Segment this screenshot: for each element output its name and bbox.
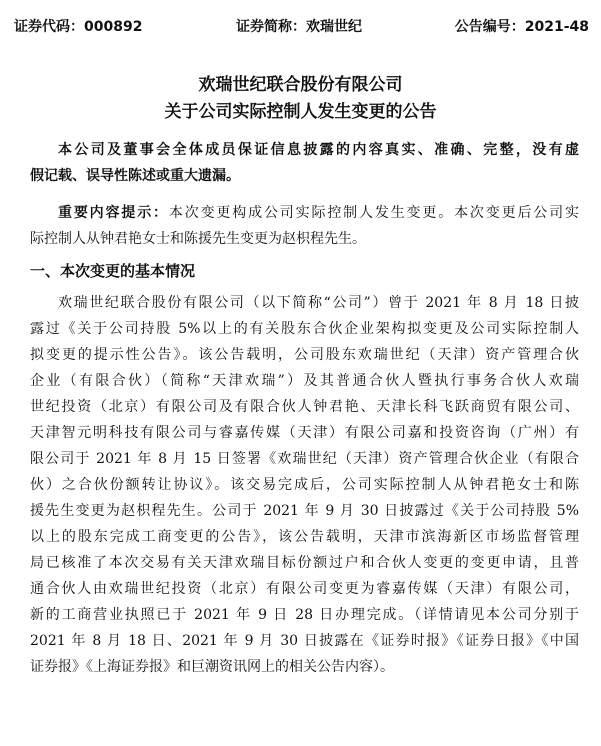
body-line: 伙）之合伙份额转让协议》。该交易完成后，公司实际控制人从钟君艳女士和陈: [30, 477, 579, 493]
body-line: 证券报》《上海证券报》和巨潮资讯网上的相关公告内容）。: [30, 659, 394, 675]
body-line: 通合伙人由欢瑞世纪投资（北京）有限公司变更为睿嘉传媒（天津）有限公司，: [30, 581, 579, 597]
body-line: 拟变更的提示性公告》。该公告载明，公司股东欢瑞世纪（天津）资产管理合伙: [30, 347, 579, 363]
body-line: 以上的股东完成工商变更的公告》，该公告载明，天津市滨海新区市场监督管理: [30, 529, 579, 545]
body-line: 露过《关于公司持股 5%以上的有关股东合伙企业架构拟变更及公司实际控制人: [30, 321, 579, 337]
announcement-title: 关于公司实际控制人发生变更的公告: [164, 102, 437, 122]
company-name-title: 欢瑞世纪联合股份有限公司: [198, 75, 403, 95]
stock-abbreviation: 证券简称：欢瑞世纪: [236, 19, 362, 35]
statement-line: 假记载、误导性陈述或重大遗漏。: [30, 168, 240, 184]
stock-code: 证券代码：000892: [14, 19, 143, 35]
body-line: 援先生变更为赵枳程先生。公司于 2021 年 9 月 30 日披露过《关于公司持股 5%: [30, 503, 579, 519]
statement-line: 本公司及董事会全体成员保证信息披露的内容真实、准确、完整，没有虚: [58, 142, 579, 158]
body-line: 世纪投资（北京）有限公司及有限合伙人钟君艳、天津长科飞跃商贸有限公司、: [30, 399, 579, 415]
body-line: 天津智元明科技有限公司与睿嘉传媒（天津）有限公司嘉和投资咨询（广州）有: [30, 425, 579, 441]
section-heading: 一、本次变更的基本情况: [30, 262, 196, 280]
body-line: 企业（有限合伙）（简称“天津欢瑞”）及其普通合伙人暨执行事务合伙人欢瑞: [30, 373, 579, 389]
body-line: 欢瑞世纪联合股份有限公司（以下简称“公司”）曾于 2021 年 8 月 18 日披: [58, 295, 579, 311]
key-notice-line: [58, 200, 579, 226]
key-notice-line: 际控制人从钟君艳女士和陈援先生变更为赵枳程先生。: [30, 231, 366, 247]
body-line: 局已核准了本次交易有关天津欢瑞目标份额过户和合伙人变更的变更申请，且普: [30, 555, 579, 571]
key-notice-text: 本次变更构成公司实际控制人发生变更。本次变更后公司实: [168, 205, 579, 221]
announcement-number: 公告编号：2021-48: [454, 19, 589, 35]
body-line: 2021 年 8 月 18 日、2021 年 9 月 30 日披露在《证券时报》《证券日报》《中国: [30, 633, 579, 649]
key-notice-label: 重要内容提示：: [58, 205, 169, 221]
body-line: 新的工商营业执照已于 2021 年 9 日 28 日办理完成。（详情请见本公司分别于: [30, 607, 579, 623]
body-line: 限公司于 2021 年 8 月 15 日签署《欢瑞世纪（天津）资产管理合伙企业（有限合: [30, 451, 579, 467]
announcement-header: [14, 16, 589, 38]
